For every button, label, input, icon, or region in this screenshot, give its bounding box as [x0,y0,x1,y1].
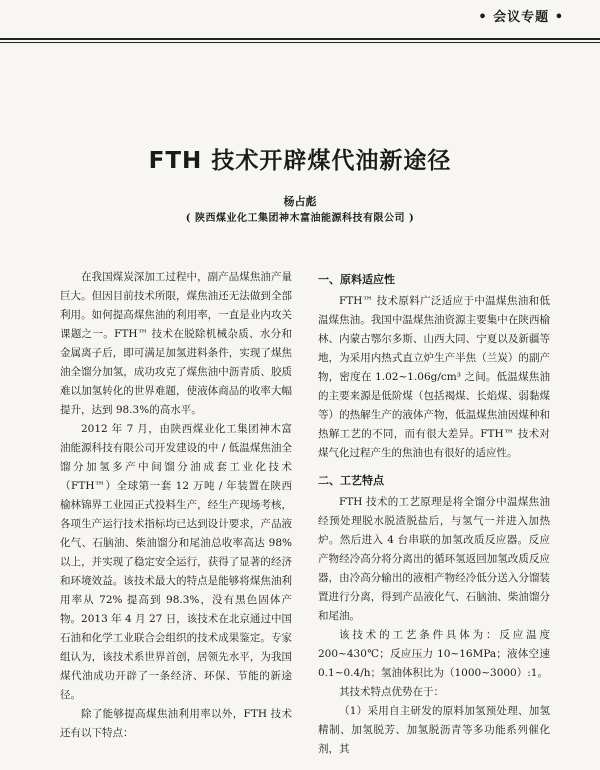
section-header: • 会议专题 • [478,10,564,25]
article-affiliation: ( 陕西煤业化工集团神木富油能源科技有限公司 ) [185,213,415,224]
section-heading-feedstock: 一、原料适应性 [318,273,395,286]
header-rule [0,38,600,43]
paragraph-process: FTH 技术的工艺原理是将全馏分中温煤焦油经预处理脱水脱渣脱盐后，与氢气一并进入加热炉。然后进入 4 台串联的加氢改质反应器。反应产物经冷高分将分离出的循环氢返回加氢改质反应器，由冷高分输出的液相产物经冷低分送入分馏装置进行分离，得到产品液化气、石脑油、柴油馏分和尾油。 [318,496,550,622]
paragraph-intro: 在我国煤炭深加工过程中，副产品煤焦油产量巨大。但因目前技术所限，煤焦油还无法做到全部利用。如何提高煤焦油的利用率，一直是业内攻关课题之一。FTH™ 技术在脱除机械杂质、水分和金属离子后，即可满足加氢进料条件，实现了煤焦油全馏分加氢，成功攻克了煤焦油中沥青质、胶质难以加氢转化的世界难题，使液体商品的收率大幅提升，达到 98.3%的高水平。 [60,271,292,416]
paragraph-advantage-1: （1）采用自主研发的原料加氢预处理、加氢精制、加氢脱芳、加氢脱沥青等多功能系列催化剂，其 [318,705,550,755]
left-column [60,268,292,743]
paragraph-history: 2012 年 7 月，由陕西煤业化工集团神木富油能源科技有限公司开发建设的中 / 低温煤焦油全馏分加氢多产中间馏分油成套工业化技术（FTH™）全球第一套 12 万吨 / 年装置在陕西榆林锦界工业园正式投料生产，经生产现场考核，各项生产运行技术指标均已达到设计要求，产品液化气、石脑油、柴油馏分和尾油总收率高达 98% 以上，并实现了稳定安全运行，获得了显著的经济和环境效益。该技术最大的特点是能够将煤焦油利用率从 72% 提高到 98.3%，没有黑色固体产物。2013 年 4 月 27 日，该技术在北京通过中国石油和化学工业联合会组织的技术成果鉴定。专家组认为，该技术系世界首创，居领先水平，为我国煤代油成功开辟了一条经济、环保、节能的新途径。 [60,423,292,701]
right-column [318,268,550,759]
article-author: 杨占彪 [283,195,317,208]
article-title: FTH 技术开辟煤代油新途径 [148,148,452,174]
paragraph-conditions: 该技术的工艺条件具体为：反应温度 200~430℃；反应压力 10~16MPa；液体空速 0.1~0.4/h；氢油体积比为（1000~3000）:1。 [318,629,550,679]
paragraph-advantages-lead: 其技术特点优势在于： [339,686,444,698]
paragraph-feedstock: FTH™ 技术原料广泛适应于中温煤焦油和低温煤焦油。我国中温煤焦油资源主要集中在陕西榆林、内蒙古鄂尔多斯、山西大同、宁夏以及新疆等地，为采用内热式直立炉生产半焦（兰炭）的副产物，密度在 1.02~1.06g/cm³ 之间。低温煤焦油的主要来源是低阶煤（包括褐煤、长焰煤、弱黏煤等）的热解生产的液体产物，低温煤焦油因煤种和热解工艺的不同，而有很大差异。FTH™ 技术对煤气化过程产生的焦油也有很好的适应性。 [318,295,550,459]
section-heading-process: 二、工艺特点 [318,474,384,487]
paragraph-features-lead: 除了能够提高煤焦油利用率以外，FTH 技术还有以下特点： [60,708,292,739]
